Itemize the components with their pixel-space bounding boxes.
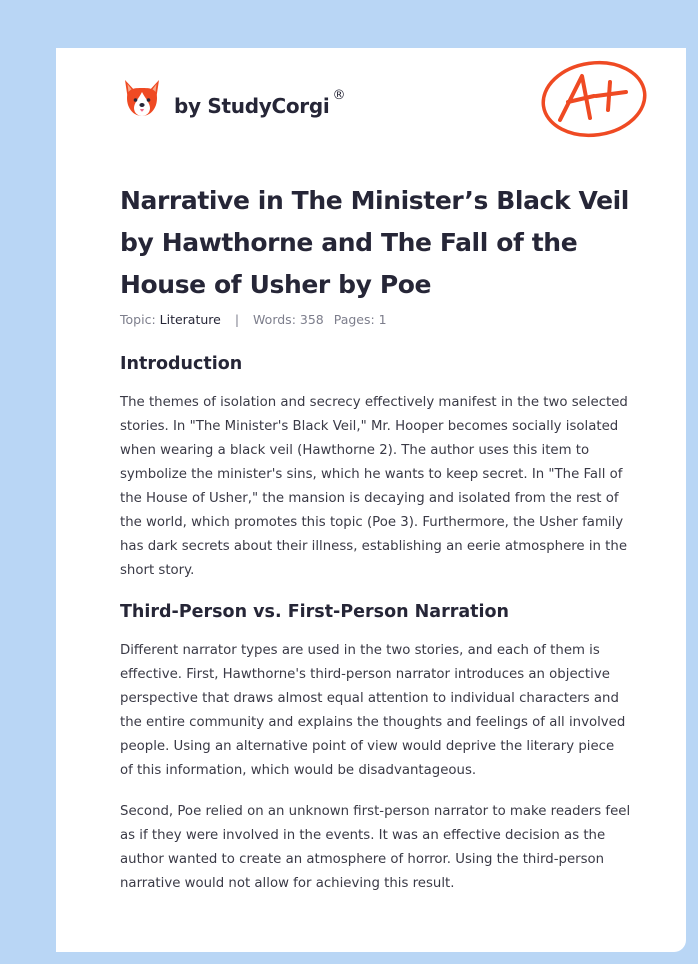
document-page [56, 48, 686, 952]
topic-link[interactable]: Literature [159, 312, 221, 327]
section-paragraph: Second, Poe relied on an unknown first-person narrator to make readers feel as if they were involved in the events. It was an effective decision as the author wanted to create an atmosphere of horror. Using the third-person narrative would not allow for achieving this result. [120, 804, 631, 891]
brand-logo[interactable] [122, 76, 345, 122]
page-count: Pages: 1 [333, 312, 387, 327]
brand-name: by StudyCorgi ® [174, 88, 346, 118]
document-title: Narrative in The Minister’s Black Veil by Hawthorne and The Fall of the House of Usher by Poe [120, 186, 629, 299]
word-count: Words: 358 [253, 312, 324, 327]
document-meta [120, 312, 387, 327]
a-plus-grade-icon [538, 58, 650, 140]
section-paragraph: Different narrator types are used in the two stories, and each of them is effective. First, Hawthorne's third-person narrator introduces an objective perspective that draws almost equal attention to individual characters and the entire community and explains the thoughts and feelings of all involved people. Using an alternative point of view would deprive the literary piece of this information, which would be disadvantageous. [120, 643, 626, 778]
document-body [120, 352, 631, 896]
section-heading: Introduction [120, 354, 243, 374]
meta-separator: | [234, 312, 240, 327]
corgi-logo-icon [122, 76, 162, 122]
section-paragraph: The themes of isolation and secrecy effectively manifest in the two selected stories. In "The Minister's Black Veil," Mr. Hooper becomes socially isolated when wearing a black veil (Hawthorne 2). The author uses this item to symbolize the minister's sins, which he wants to keep secret. In "The Fall of the House of Usher," the mansion is decaying and isolated from the rest of the world, which promotes this topic (Poe 3). Furthermore, the Usher family has dark secrets about their illness, establishing an eerie atmosphere in the short story. [120, 395, 628, 578]
section-heading: Third-Person vs. First-Person Narration [120, 602, 510, 622]
topic-label: Topic: [120, 312, 156, 327]
